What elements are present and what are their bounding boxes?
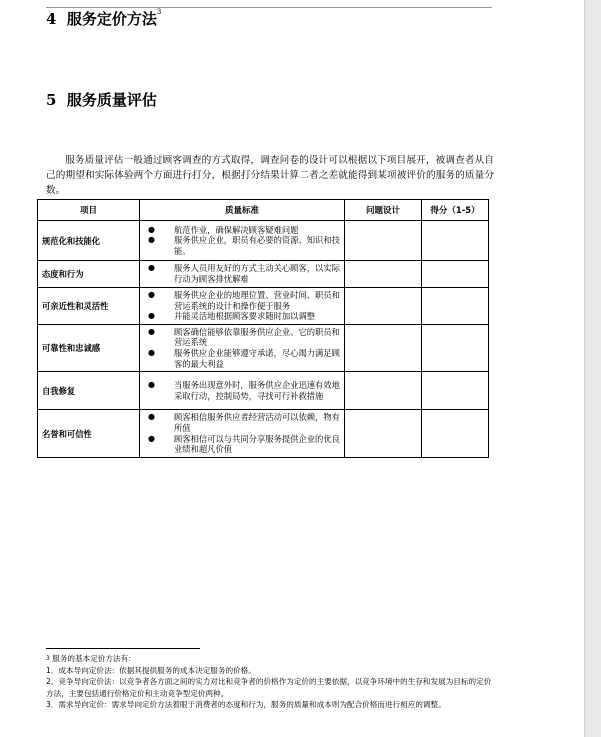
row-standard xyxy=(140,288,345,325)
row-question-cell[interactable] xyxy=(345,372,422,410)
bullet-text: 服务供应企业的地理位置、营业时间、职员和营运系统的设计和操作便于服务 xyxy=(174,290,340,311)
bullet-text: 服务人员用友好的方式主动关心顾客，以实际行动为顾客排忧解难 xyxy=(174,263,340,284)
table-row xyxy=(38,261,489,288)
row-question-cell[interactable] xyxy=(345,288,422,325)
heading-text: 服务定价方法 xyxy=(66,10,157,28)
bullet-icon: ● xyxy=(148,311,155,321)
bullet-icon: ● xyxy=(148,347,155,357)
header-score: 得分（1-5） xyxy=(422,200,489,221)
bullet-item xyxy=(144,412,340,433)
body-paragraph: 服务质量评估一般通过顾客调查的方式取得，调查问卷的设计可以根据以下项目展开，被调查者从自己的期望和实际体验两个方面进行打分，根据打分结果计算二者之差就能得到某项被评价的服务的质量分数。 xyxy=(46,155,494,196)
bullet-text: 顾客确信能够依靠服务供应企业、它的职员和营运系统 xyxy=(174,326,340,348)
row-score-cell[interactable] xyxy=(422,410,489,458)
table-row xyxy=(38,324,489,371)
table-row xyxy=(38,410,489,458)
row-item: 名誉和可信性 xyxy=(38,410,140,458)
row-score-cell[interactable] xyxy=(422,288,489,325)
bullet-item xyxy=(144,434,340,455)
bullet-item xyxy=(144,327,340,348)
bullet-item xyxy=(144,235,340,256)
row-standard xyxy=(140,221,345,261)
row-item: 可靠性和忠诚感 xyxy=(38,324,140,371)
bullet-icon: ● xyxy=(148,224,155,234)
bullet-item xyxy=(144,290,340,311)
row-question-cell[interactable] xyxy=(345,410,422,458)
section-heading-5 xyxy=(46,89,157,110)
footnote-item: 2．竞争导向定价法：以竞争者各方面之间的实力对比和竞争者的价格作为定价的主要依据，以竞争环境中的生存和发展为目标的定价方法，主要包括通行价格定价和主动竞争型定价两种。 xyxy=(46,677,492,698)
heading-number: 5 xyxy=(46,91,57,109)
footnote-item: 1．成本导向定价法：依据其提供服务的成本决定服务的价格。 xyxy=(46,665,256,675)
bullet-item xyxy=(144,263,340,284)
row-score-cell[interactable] xyxy=(422,324,489,371)
footnote-intro: $^3$ 服务的基本定价方法有： xyxy=(46,654,136,663)
row-item: 可亲近性和灵活性 xyxy=(38,288,140,325)
table-row xyxy=(38,288,489,325)
quality-table xyxy=(37,199,489,458)
bullet-icon: ● xyxy=(148,235,155,245)
table-row xyxy=(38,221,489,261)
row-score-cell[interactable] xyxy=(422,221,489,261)
bullet-icon: ● xyxy=(148,326,155,336)
header-question: 问题设计 xyxy=(345,200,422,221)
bullet-item xyxy=(144,311,340,322)
footnotes xyxy=(46,653,496,711)
footnote-marker: 3 xyxy=(46,655,50,662)
header-item: 项目 xyxy=(38,200,140,221)
bullet-item xyxy=(144,348,340,369)
row-score-cell[interactable] xyxy=(422,372,489,410)
footnote-rule xyxy=(46,648,200,649)
bullet-item xyxy=(144,225,340,236)
bullet-text: 当服务出现意外时，服务供应企业迅速有效地采取行动，控制局势，寻找可行补救措施 xyxy=(174,380,340,401)
row-question-cell[interactable] xyxy=(345,324,422,371)
table-row xyxy=(38,372,489,410)
row-standard xyxy=(140,410,345,458)
footnote-item: 3．需求导向定价：需求导向定价方法着眼于消费者的态度和行为，服务的质量和成本则为配合价格而进行相应的调整。 xyxy=(46,700,446,710)
bullet-icon: ● xyxy=(148,412,155,422)
bullet-text: 顾客相信服务供应者经营活动可以依赖，物有所值 xyxy=(174,412,340,434)
bullet-icon: ● xyxy=(148,290,155,299)
section-heading-4 xyxy=(46,8,161,29)
bullet-text: 并能灵活地根据顾客要求随时加以调整 xyxy=(174,311,316,322)
bullet-text: 服务供应企业，职员有必要的资源、知识和技能。 xyxy=(174,235,340,256)
row-score-cell[interactable] xyxy=(422,261,489,288)
row-standard xyxy=(140,324,345,371)
header-standard: 质量标准 xyxy=(140,200,345,221)
bullet-icon: ● xyxy=(148,380,155,390)
bullet-item xyxy=(144,380,340,401)
vertical-scrollbar[interactable] xyxy=(584,0,601,737)
bullet-icon: ● xyxy=(148,263,155,273)
bullet-text: 航范作业，确保解决顾客疑难问题 xyxy=(174,224,299,235)
footnote-ref[interactable]: 3 xyxy=(156,8,162,16)
row-question-cell[interactable] xyxy=(345,261,422,288)
bullet-text: 顾客相信可以与共同分享服务提供企业的优良业绩和超凡价值 xyxy=(174,433,340,455)
row-standard xyxy=(140,261,345,288)
table-header-row xyxy=(38,200,489,221)
row-question-cell[interactable] xyxy=(345,221,422,261)
row-standard xyxy=(140,372,345,410)
row-item: 规范化和技能化 xyxy=(38,221,140,261)
row-item: 态度和行为 xyxy=(38,261,140,288)
row-item: 自我修复 xyxy=(38,372,140,410)
bullet-text: 服务供应企业能够遵守承诺，尽心竭力满足顾客的最大利益 xyxy=(174,347,340,369)
bullet-icon: ● xyxy=(148,433,155,443)
heading-number: 4 xyxy=(46,10,57,28)
heading-text: 服务质量评估 xyxy=(66,91,157,109)
